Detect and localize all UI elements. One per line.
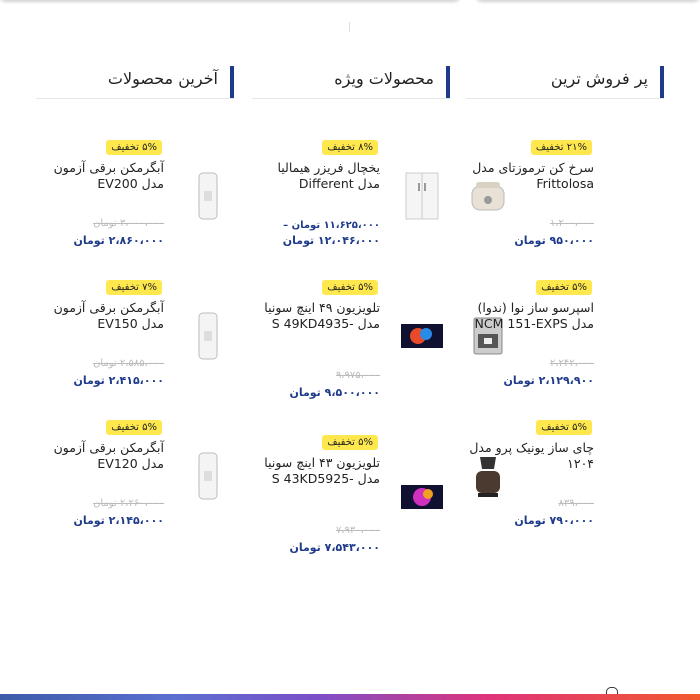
column-title: پر فروش ترین — [550, 69, 648, 88]
column-featured — [252, 64, 450, 554]
discount-badge: ۵% تخفیف — [536, 420, 592, 435]
header-accent-bar — [660, 66, 664, 98]
old-price: ۳،۰۰۰،۰۰۰ تومان — [93, 218, 164, 229]
product-name[interactable]: تلویزیون ۴۹ اینچ سونیا مدل -S 49KD4935 — [264, 300, 380, 331]
product-card[interactable] — [466, 414, 664, 534]
old-price: ۹،۹۷۵،۰۰۰ — [335, 370, 380, 381]
footer-arc-icon — [606, 687, 618, 694]
product-card[interactable] — [36, 274, 234, 394]
column-best-sellers — [466, 64, 664, 527]
discount-badge: ۵% تخفیف — [106, 140, 162, 155]
product-card[interactable] — [36, 134, 234, 254]
product-card[interactable] — [252, 429, 450, 554]
header-accent-bar — [230, 66, 234, 98]
product-card[interactable] — [466, 134, 664, 254]
column-title: آخرین محصولات — [107, 69, 218, 88]
product-name[interactable]: آبگرمکن برقی آزمون مدل EV120 — [53, 440, 164, 471]
product-name[interactable]: آبگرمکن برقی آزمون مدل EV150 — [53, 300, 164, 331]
new-price: ۷،۵۴۳،۰۰۰ تومان — [289, 541, 380, 554]
column-header — [252, 64, 450, 99]
new-price: ۲،۴۱۵،۰۰۰ تومان — [73, 374, 164, 387]
new-price: ۹۵۰،۰۰۰ تومان — [514, 234, 594, 247]
discount-badge: ۵% تخفیف — [106, 420, 162, 435]
tv-icon[interactable] — [400, 306, 444, 366]
old-price: ۸۳۹،۰۰۰ — [558, 498, 594, 509]
water-heater-icon[interactable] — [186, 306, 230, 366]
old-price: ۲،۵۸۵،۰۰۰ تومان — [93, 358, 164, 369]
new-price: ۲،۱۲۹،۹۰۰ تومان — [503, 374, 594, 387]
product-name[interactable]: چای ساز یونیک پرو مدل ۱۲۰۴ — [469, 440, 594, 471]
column-header — [466, 64, 664, 99]
divider-tick — [349, 22, 350, 32]
water-heater-icon[interactable] — [186, 166, 230, 226]
product-card[interactable] — [252, 274, 450, 399]
new-price: ۱۲،۰۴۶،۰۰۰ تومان — [282, 234, 380, 247]
product-name[interactable]: تلویزیون ۴۳ اینچ سونیا مدل -S 43KD5925 — [264, 455, 380, 486]
footer-gradient-stripe — [0, 694, 700, 700]
discount-badge: ۵% تخفیف — [322, 280, 378, 295]
discount-badge: ۵% تخفیف — [536, 280, 592, 295]
new-price: ۷۹۰،۰۰۰ تومان — [514, 514, 594, 527]
price-range-low: ۱۱،۶۲۵،۰۰۰ تومان – — [283, 220, 380, 231]
water-heater-icon[interactable] — [186, 446, 230, 506]
discount-badge: ۲۱% تخفیف — [531, 140, 592, 155]
discount-badge: ۵% تخفیف — [322, 435, 378, 450]
product-name[interactable]: یخچال فریزر هیمالیا مدل Different — [277, 160, 380, 191]
product-name[interactable]: سرخ کن ترموزتای مدل Frittolosa — [472, 160, 594, 191]
old-price: ۲،۲۶۰،۰۰۰ تومان — [93, 498, 164, 509]
product-card[interactable] — [466, 274, 664, 394]
product-card[interactable] — [252, 134, 450, 254]
fridge-icon[interactable] — [400, 166, 444, 226]
new-price: ۲،۸۶۰،۰۰۰ تومان — [73, 234, 164, 247]
product-name[interactable]: اسپرسو ساز نوا (ندوا) مدل NCM 151-EXPS — [474, 300, 594, 331]
column-latest — [36, 64, 234, 527]
old-price: ۱،۲۰۰،۰۰۰ — [549, 218, 594, 229]
tv-icon[interactable] — [400, 467, 444, 527]
old-price: ۲،۲۴۲،۰۰۰ — [549, 358, 594, 369]
old-price: ۷،۹۳۰،۰۰۰ — [335, 525, 380, 536]
column-title: محصولات ویژه — [334, 69, 434, 88]
product-card[interactable] — [36, 414, 234, 534]
product-name[interactable]: آبگرمکن برقی آزمون مدل EV200 — [53, 160, 164, 191]
new-price: ۹،۵۰۰،۰۰۰ تومان — [289, 386, 380, 399]
discount-badge: ۸% تخفیف — [322, 140, 378, 155]
header-accent-bar — [446, 66, 450, 98]
column-header — [36, 64, 234, 99]
new-price: ۲،۱۴۵،۰۰۰ تومان — [73, 514, 164, 527]
discount-badge: ۷% تخفیف — [106, 280, 162, 295]
